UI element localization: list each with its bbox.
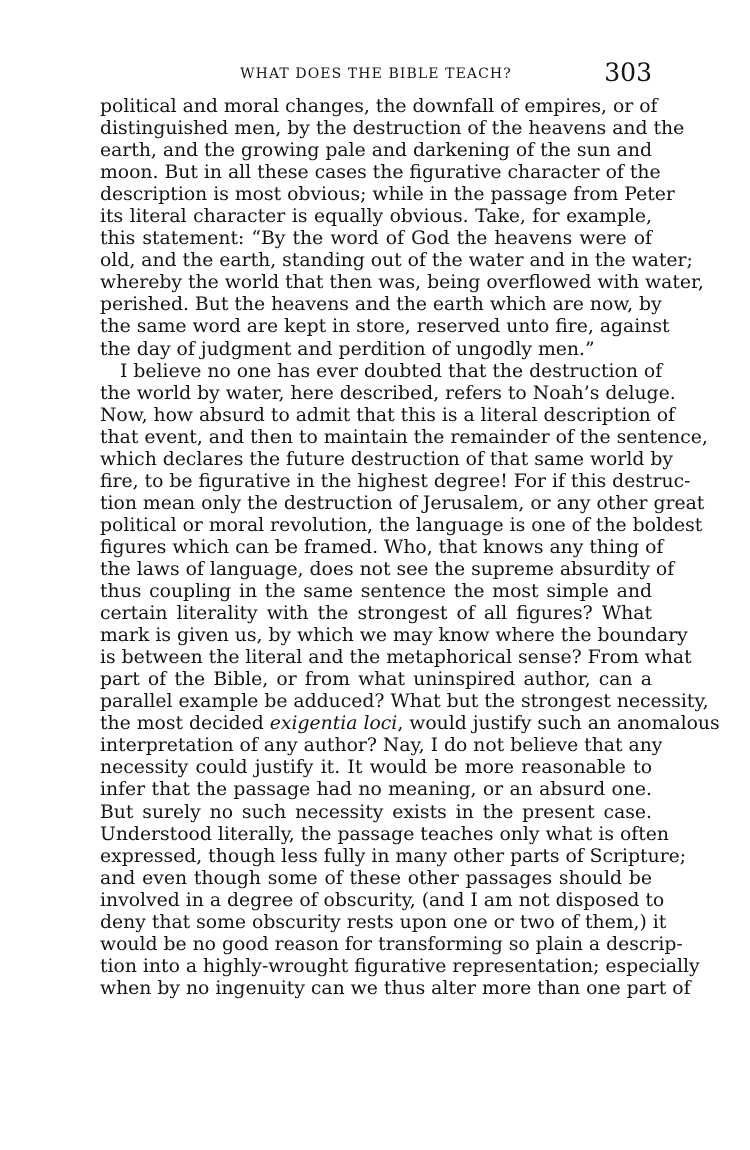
text-line: this statement: “By the word of God the heavens were of (100, 228, 652, 250)
running-title: WHAT DOES THE BIBLE TEACH? (240, 66, 512, 82)
text-line: necessity could justify it. It would be more reasonable to (100, 757, 652, 779)
text-line: political and moral changes, the downfall of empires, or of (100, 96, 658, 117)
text-line: fire, to be figurative in the highest degree! For if this destruc- (100, 470, 691, 492)
text-line: whereby the world that then was, being overflowed with water, (100, 272, 704, 294)
text-line: is between the literal and the metaphorical sense? From what (100, 647, 692, 669)
text-line: Understood literally, the passage teaches only what is often (100, 823, 669, 845)
text-line: which declares the future destruction of that same world by (100, 448, 673, 470)
text-line: the laws of language, does not see the supreme absurdity of (100, 558, 675, 580)
text-line: But surely no such necessity exists in the present case. (100, 801, 652, 823)
text-line: political or moral revolution, the language is one of the boldest (100, 514, 703, 536)
text-line: Now, how absurd to admit that this is a literal description of (100, 404, 675, 426)
text-line: earth, and the growing pale and darkening of the sun and (100, 140, 652, 162)
text-line: moon. But in all these cases the figurative character of the (100, 162, 661, 184)
text-line: and even though some of these other passages should be (100, 867, 652, 889)
text-line: old, and the earth, standing out of the water and in the water; (100, 250, 693, 272)
text-line: the world by water, here described, refers to Noah’s deluge. (100, 382, 676, 404)
text-line: that event, and then to maintain the remainder of the sentence, (100, 426, 708, 448)
italic-phrase: exigentia loci (269, 713, 398, 735)
text-line: part of the Bible, or from what uninspired author, can a (100, 669, 652, 691)
text-line: distinguished men, by the destruction of the heavens and the (100, 118, 685, 140)
text-line: tion into a highly-wrought figurative representation; especially (100, 955, 700, 977)
text-line: mark is given us, by which we may know where the boundary (100, 625, 688, 647)
text-line: infer that the passage had no meaning, or an absurd one. (100, 779, 652, 801)
text-line: when by no ingenuity can we thus alter more than one part of (100, 977, 691, 999)
text-line: expressed, though less fully in many other parts of Scripture; (100, 845, 687, 867)
text-line: parallel example be adduced? What but the strongest necessity, (100, 691, 709, 713)
text-line: the same word are kept in store, reserved unto fire, against (100, 316, 670, 338)
text-line: tion mean only the destruction of Jerusalem, or any other great (100, 492, 705, 514)
page-number: 303 (604, 58, 652, 87)
body-text (100, 96, 720, 1000)
text-line: figures which can be framed. Who, that knows any thing of (100, 536, 664, 558)
text-line: I believe no one has ever doubted that the destruction of (120, 360, 663, 382)
text-line: its literal character is equally obvious. Take, for example, (100, 206, 652, 228)
paragraph (100, 360, 720, 1000)
running-head (100, 58, 652, 92)
text-line: perished. But the heavens and the earth which are now, by (100, 294, 662, 316)
text-line: the day of judgment and perdition of ungodly men.” (100, 338, 595, 360)
text-line: would be no good reason for transforming so plain a descrip- (100, 933, 683, 955)
text-line: thus coupling in the same sentence the most simple and (100, 581, 652, 603)
text-line: certain literality with the strongest of all figures? What (100, 603, 652, 625)
text-line: description is most obvious; while in the passage from Peter (100, 184, 675, 206)
text-line: the most decided exigentia loci, would justify such an anomalous (100, 713, 720, 735)
text-line: involved in a degree of obscurity, (and I am not disposed to (100, 889, 665, 911)
paragraph (100, 96, 704, 361)
text-line: interpretation of any author? Nay, I do not believe that any (100, 735, 663, 757)
text-line: deny that some obscurity rests upon one or two of them,) it (100, 911, 667, 933)
